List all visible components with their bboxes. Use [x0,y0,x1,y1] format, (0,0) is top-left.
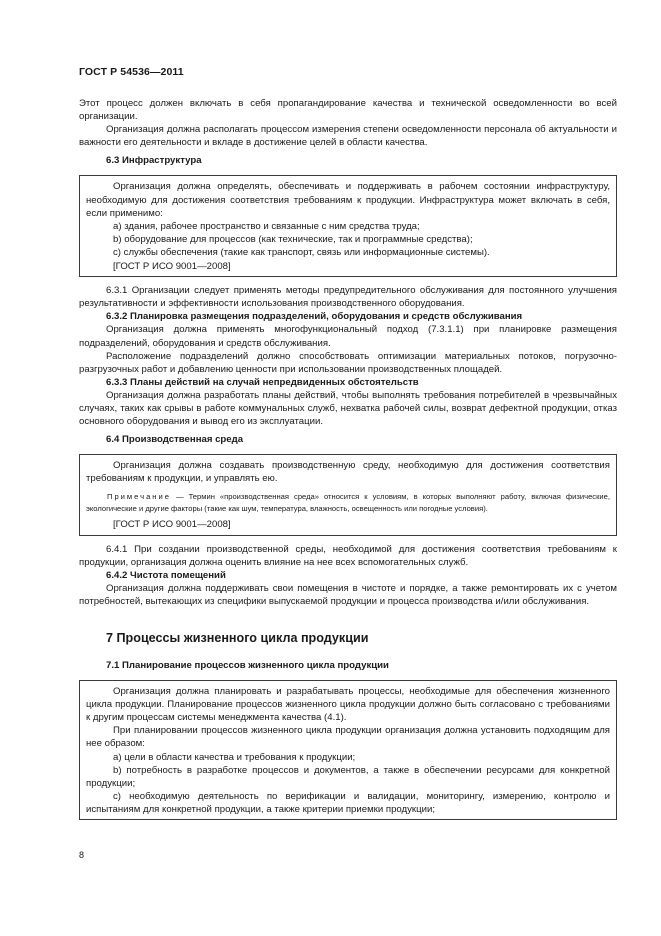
paragraph-6-3-2-a: Организация должна применять многофункциональный подход (7.3.1.1) при планировке размещения подразделений, оборудования и средств обслуживания. [79,324,617,349]
quote-6-4-text: Организация должна создавать производственную среду, необходимую для достижения соответствия требованиям к продукции, и управлять ею. [86,460,610,485]
heading-6-4-2: 6.4.2 Чистота помещений [106,569,226,581]
document-page [79,66,617,827]
section-7-1-title: 7.1 Планирование процессов жизненного цикла продукции [106,660,389,671]
quote-6-3-item-b: b) оборудование для процессов (как технические, так и программные средства); [113,233,473,245]
quote-7-1-paragraph-1: Организация должна планировать и разрабатывать процессы, необходимые для обеспечения жизненного цикла продукции. Планирование процессов жизненного цикла продукции должно быть согласовано с требованиями к другим процессам системы менеджмента качества (4.1). [86,686,610,724]
note-text: — Термин «производственная среда» относится к условиям, в которых выполняют работу, включая физические, экологические и другие факторы (такие как шум, температура, влажность, освещенность или погодные условия). [86,492,610,513]
page-number: 8 [79,850,85,860]
heading-6-3-2: 6.3.2 Планировка размещения подразделений, оборудования и средств обслуживания [106,311,523,323]
quote-6-3-item-a: a) здания, рабочее пространство и связанные с ним средства труда; [113,220,420,232]
paragraph-6-3-1: 6.3.1 Организации следует применять методы предупредительного обслуживания для постоянного улучшения результативности и эффективности использования производственного оборудования. [79,285,617,310]
quote-box-7-1 [79,680,617,820]
quote-6-4-reference: [ГОСТ Р ИСО 9001—2008] [113,519,231,531]
quote-7-1-item-a: a) цели в области качества и требования к продукции; [113,751,356,763]
section-7-title: 7 Процессы жизненного цикла продукции [106,631,369,645]
intro-paragraph-2: Организация должна располагать процессом измерения степени осведомленности персонала об актуальности и важности его деятельности и вкладе в достижение целей в области качества. [79,124,617,149]
paragraph-6-3-2-b: Расположение подразделений должно способствовать оптимизации материальных потоков, погрузочно-разгрузочных работ и добавлению ценности при использовании производственных площадей. [79,350,617,375]
document-header: ГОСТ Р 54536—2011 [79,66,184,78]
quote-7-1-item-c: c) необходимую деятельность по верификации и валидации, мониторингу, измерению, контролю и испытаниям для конкретной продукции, а также критерии приемки продукции; [86,790,610,815]
quote-6-3-reference: [ГОСТ Р ИСО 9001—2008] [113,261,231,273]
paragraph-6-3-3: Организация должна разработать планы действий, чтобы выполнять требования потребителей в чрезвычайных случаях, таких как срывы в работе коммунальных служб, нехватка рабочей силы, возврат дефектной продукции, отказ основного оборудования и вывод его из эксплуатации. [79,389,617,428]
paragraph-6-4-1: 6.4.1 При создании производственной среды, необходимой для достижения соответствия требованиям к продукции, организация должна оценить влияние на нее всех вспомогательных служб. [79,543,617,568]
quote-6-4-note [86,491,610,514]
note-label: Примечание [107,492,171,502]
quote-6-3-item-c: c) службы обеспечения (такие как транспорт, связь или информационные системы). [113,246,490,258]
section-6-3-title: 6.3 Инфраструктура [106,155,202,167]
quote-box-6-3 [79,175,617,277]
quote-7-1-paragraph-2: При планировании процессов жизненного цикла продукции организация должна установить подходящим для нее образом: [86,725,610,750]
paragraph-6-4-2: Организация должна поддерживать свои помещения в чистоте и порядке, а также ремонтировать их с учетом потребностей, вытекающих из специфики выпускаемой продукции и процесса производства и/или обслуживания. [79,582,617,607]
quote-7-1-item-b: b) потребность в разработке процессов и документов, а также в обеспечении ресурсами для конкретной продукции; [86,764,610,789]
section-6-4-title: 6.4 Производственная среда [106,434,244,446]
quote-box-6-4 [79,454,617,535]
heading-6-3-3: 6.3.3 Планы действий на случай непредвиденных обстоятельств [106,376,419,388]
quote-6-3-intro: Организация должна определять, обеспечивать и поддерживать в рабочем состоянии инфраструктуру, необходимую для достижения соответствия требованиям к продукции. Инфраструктура может включать в себя, если применимо: [86,181,610,219]
intro-paragraph-1: Этот процесс должен включать в себя пропагандирование качества и технической осведомленности во всей организации. [79,98,617,123]
